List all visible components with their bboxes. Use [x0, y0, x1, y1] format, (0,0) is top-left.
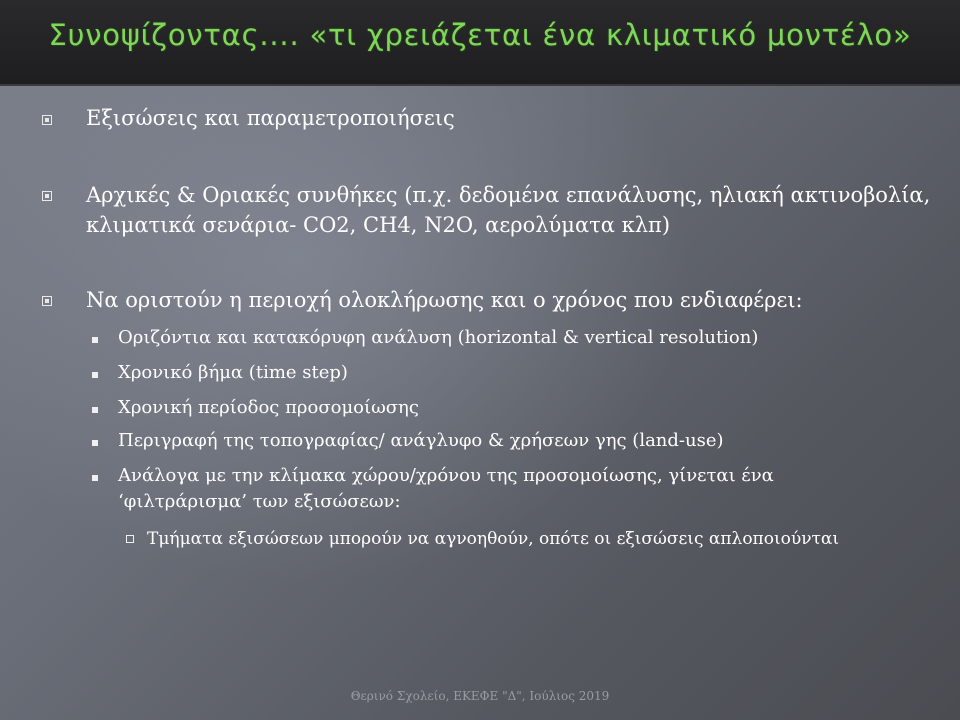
sub-bullet-item: [118, 428, 724, 454]
sub-bullet-item: [118, 360, 348, 386]
sub-bullet-item: [118, 395, 419, 421]
filled-square-bullet-icon: [92, 475, 98, 481]
bullet-line: Ανάλογα με την κλίμακα χώρου/χρόνου της προσομοίωσης, γίνεται ένα: [118, 465, 774, 486]
sub-bullet-item: [118, 463, 774, 515]
bullet-line: κλιματικά σενάρια- CO2, CH4, N2O, αερολύματα κλπ): [86, 213, 671, 237]
bullet-line: Να οριστούν η περιοχή ολοκλήρωσης και ο χρόνος που ενδιαφέρει:: [86, 288, 803, 312]
bullet-line: Χρονικό βήμα (time step): [118, 362, 348, 383]
filled-square-bullet-icon: [92, 440, 98, 446]
bullet-item: [86, 103, 455, 133]
filled-square-bullet-icon: [92, 372, 98, 378]
filled-square-bullet-icon: [92, 407, 98, 413]
square-bullet-icon: [42, 191, 52, 201]
slide-footer: Θερινό Σχολείο, ΕΚΕΦΕ "Δ", Ιούλιος 2019: [350, 689, 610, 703]
sub-bullet-item: [118, 325, 758, 351]
bullet-line: ‘φιλτράρισμα’ των εξισώσεων:: [118, 491, 401, 512]
bullet-line: Εξισώσεις και παραμετροποιήσεις: [86, 106, 455, 130]
square-bullet-icon: [42, 115, 52, 125]
bullet-line: Περιγραφή της τοπογραφίας/ ανάγλυφο & χρήσεων γης (land-use): [118, 430, 724, 451]
bullet-line: Οριζόντια και κατακόρυφη ανάλυση (horizontal & vertical resolution): [118, 327, 759, 348]
bullet-item: [86, 285, 803, 315]
hollow-square-bullet-icon: [126, 535, 134, 543]
bullet-item: [86, 180, 930, 240]
bullet-line: Χρονική περίοδος προσομοίωσης: [118, 397, 419, 418]
bullet-line: Αρχικές & Οριακές συνθήκες (π.χ. δεδομένα επανάλυσης, ηλιακή ακτινοβολία,: [86, 183, 931, 207]
slide-title: Συνοψίζοντας.... «τι χρειάζεται ένα κλιματικό μοντέλο»: [48, 18, 912, 52]
sub-sub-bullet-item: [147, 527, 839, 551]
square-bullet-icon: [42, 296, 52, 306]
filled-square-bullet-icon: [92, 337, 98, 343]
bullet-line: Τμήματα εξισώσεων μπορούν να αγνοηθούν, οπότε οι εξισώσεις απλοποιούνται: [147, 529, 840, 549]
